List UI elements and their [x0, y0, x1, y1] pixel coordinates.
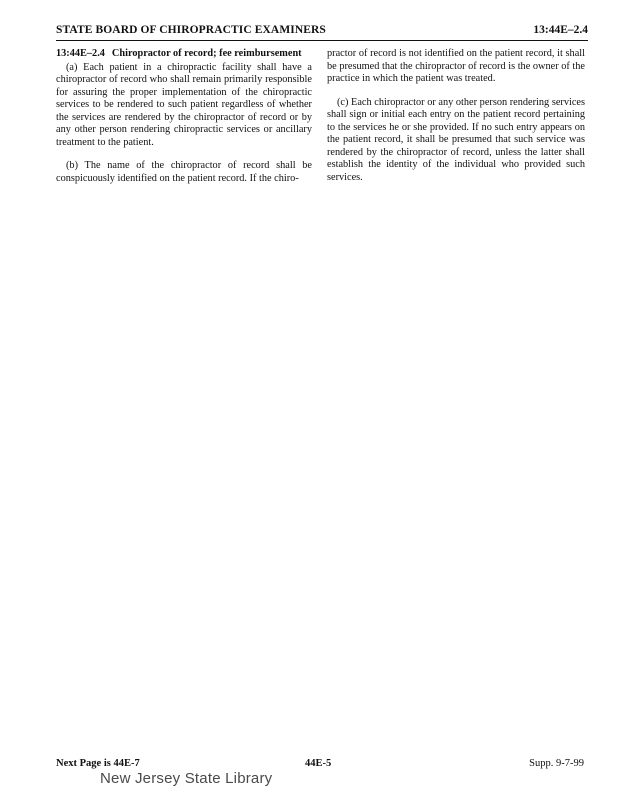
paragraph-b: (b) The name of the chiropractor of record shall be conspicuously identified on the patient record. If the chiro- — [56, 160, 312, 184]
footer-next-page: Next Page is 44E-7 — [56, 758, 140, 769]
header-section-number: 13:44E–2.4 — [533, 24, 588, 36]
paragraph-b-continued: practor of record is not identified on the patient record, it shall be presumed that the chiropractor of record is the owner of the practice in which the patient was treated. — [327, 48, 585, 84]
section-heading — [56, 48, 312, 61]
header-title: STATE BOARD OF CHIROPRACTIC EXAMINERS — [56, 24, 326, 36]
paragraph-a: (a) Each patient in a chiropractic facility shall have a chiropractor of record who shall remain primarily responsible for assuring the proper implementation of the chiropractic services to be rendered to such patient regardless of whether the services are rendered by the chiropractor of record or by any other person rendering chiropractic services or ancillary treatment to the patient. — [56, 61, 312, 148]
paragraph-c: (c) Each chiropractor or any other person rendering services shall sign or initial each entry on the patient record pertaining to the services he or she provided. If no such entry appears on the patient record, it shall be presumed that such service was rendered by the chiropractor of record, unless the latter shall establish the identity of the individual who provided such services. — [327, 96, 585, 183]
page-header — [56, 24, 588, 40]
right-column — [327, 48, 585, 195]
left-column — [56, 48, 312, 196]
section-number: 13:44E–2.4 — [56, 48, 105, 59]
header-rule — [56, 40, 588, 41]
footer-supplement: Supp. 9-7-99 — [529, 758, 584, 769]
section-title: Chiropractor of record; fee reimbursement — [111, 48, 302, 59]
library-watermark: New Jersey State Library — [100, 770, 273, 787]
footer-page-number: 44E-5 — [305, 758, 332, 769]
